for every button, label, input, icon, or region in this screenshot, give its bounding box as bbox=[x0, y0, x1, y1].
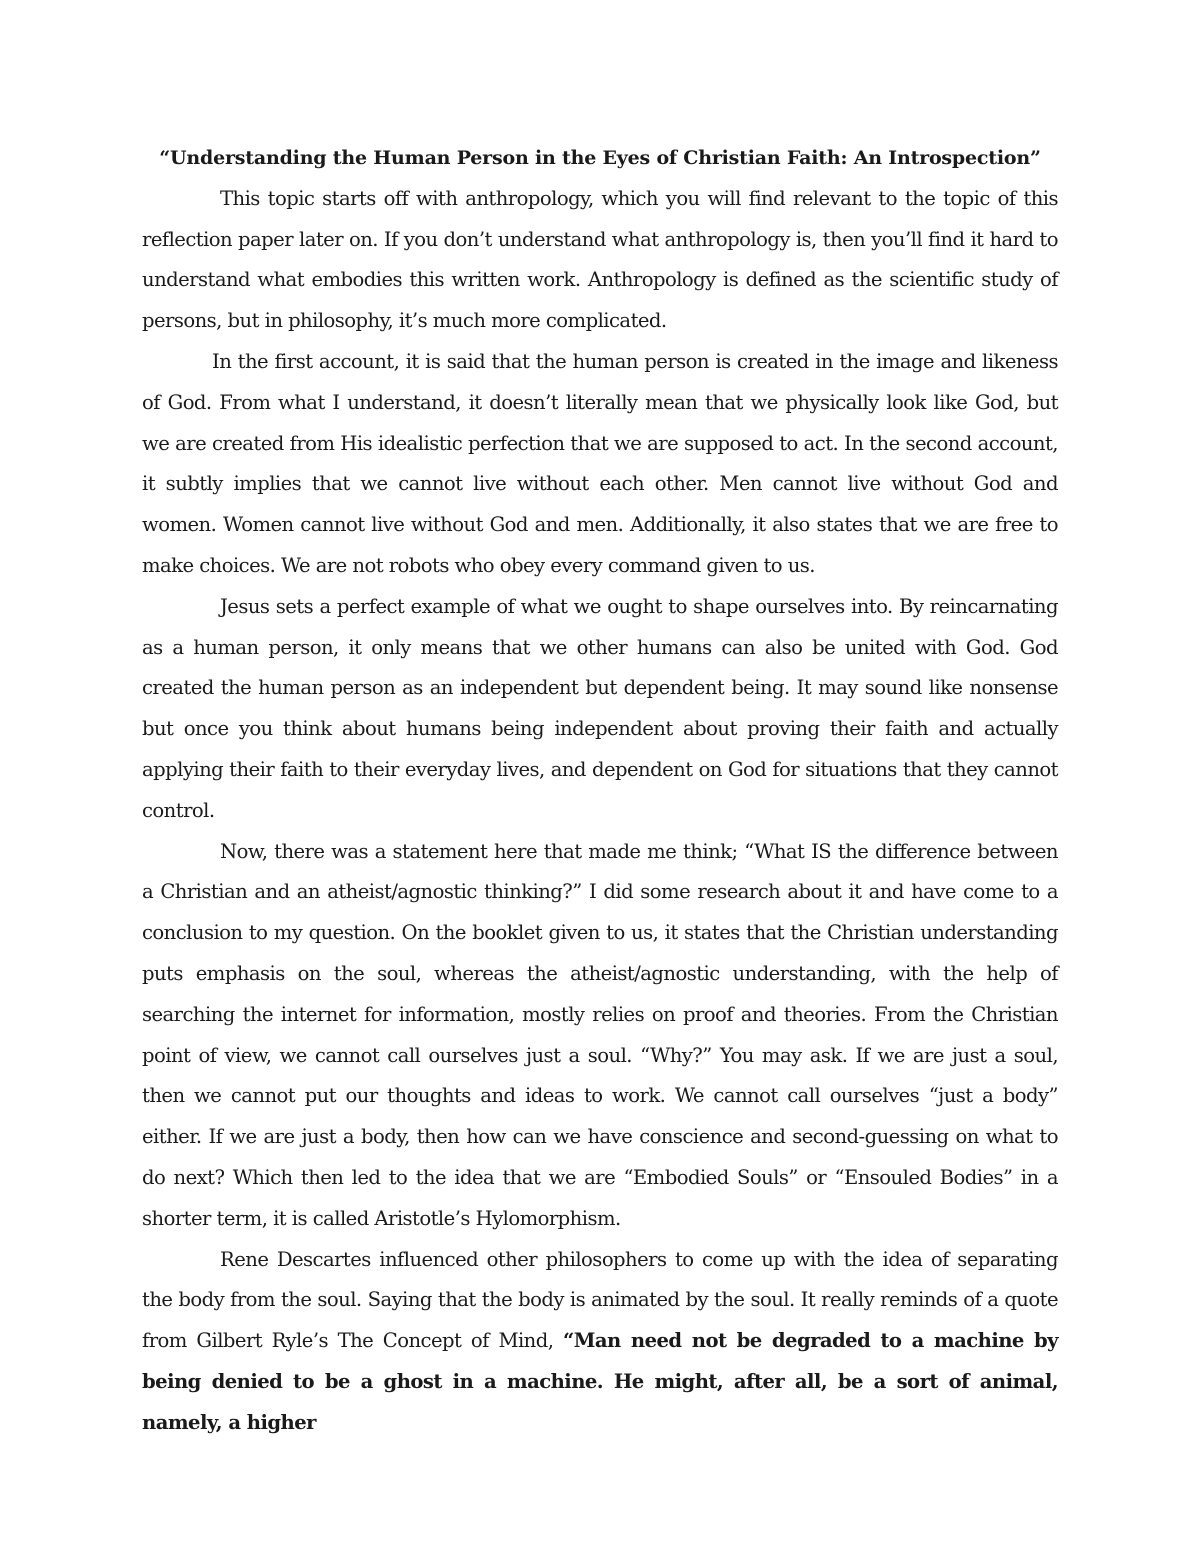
document-title: “Understanding the Human Person in the Eyes of Christian Faith: An Introspection” bbox=[159, 147, 1041, 169]
paragraph-jesus-example bbox=[142, 587, 1058, 832]
document-body bbox=[142, 138, 1058, 1444]
paragraph-text: Rene Descartes influenced other philosophers to come up with the idea of separating the body from the soul. Saying that the body is animated by the soul. It really reminds of a quote from Gilbert Ryle’s The Concept of Mind, bbox=[142, 1247, 1058, 1353]
paragraph-text: Jesus sets a perfect example of what we ought to shape ourselves into. By reincarnating as a human person, it only means that we other humans can also be united with God. God created the human person as an independent but dependent being. It may sound like nonsense but once you think about humans being independent about proving their faith and actually applying their faith to their everyday lives, and dependent on God for situations that they cannot control. bbox=[142, 594, 1058, 822]
paragraph-christian-vs-atheist bbox=[142, 832, 1058, 1240]
paragraph-text: In the first account, it is said that the human person is created in the image and likeness of God. From what I understand, it doesn’t literally mean that we physically look like God, but we are created from His idealistic perfection that we are supposed to act. In the second account, it subtly implies that we cannot live without each other. Men cannot live without God and women. Women cannot live without God and men. Additionally, it also states that we are free to make choices. We are not robots who obey every command given to us. bbox=[142, 349, 1058, 577]
paragraph-first-account bbox=[142, 342, 1058, 587]
paragraph-descartes bbox=[142, 1240, 1058, 1444]
paragraph-text: This topic starts off with anthropology, which you will find relevant to the topic of this reflection paper later on. If you don’t understand what anthropology is, then you’ll find it hard to understand what embodies this written work. Anthropology is defined as the scientific study of persons, but in philosophy, it’s much more complicated. bbox=[142, 186, 1058, 333]
paragraph-text: Now, there was a statement here that made me think; “What IS the difference between a Christian and an atheist/agnostic thinking?” I did some research about it and have come to a conclusion to my question. On the booklet given to us, it states that the Christian understanding puts emphasis on the soul, whereas the atheist/agnostic understanding, with the help of searching the internet for information, mostly relies on proof and theories. From the Christian point of view, we cannot call ourselves just a soul. “Why?” You may ask. If we are just a soul, then we cannot put our thoughts and ideas to work. We cannot call ourselves “just a body” either. If we are just a body, then how can we have conscience and second-guessing on what to do next? Which then led to the idea that we are “Embodied Souls” or “Ensouled Bodies” in a shorter term, it is called Aristotle’s Hylomorphism. bbox=[142, 839, 1058, 1230]
paragraph-anthropology bbox=[142, 179, 1058, 342]
ryle-quote: “Man need not be degraded to a machine by being denied to be a ghost in a machine. He might, after all, be a sort of animal, namely, a higher bbox=[142, 1329, 1058, 1434]
